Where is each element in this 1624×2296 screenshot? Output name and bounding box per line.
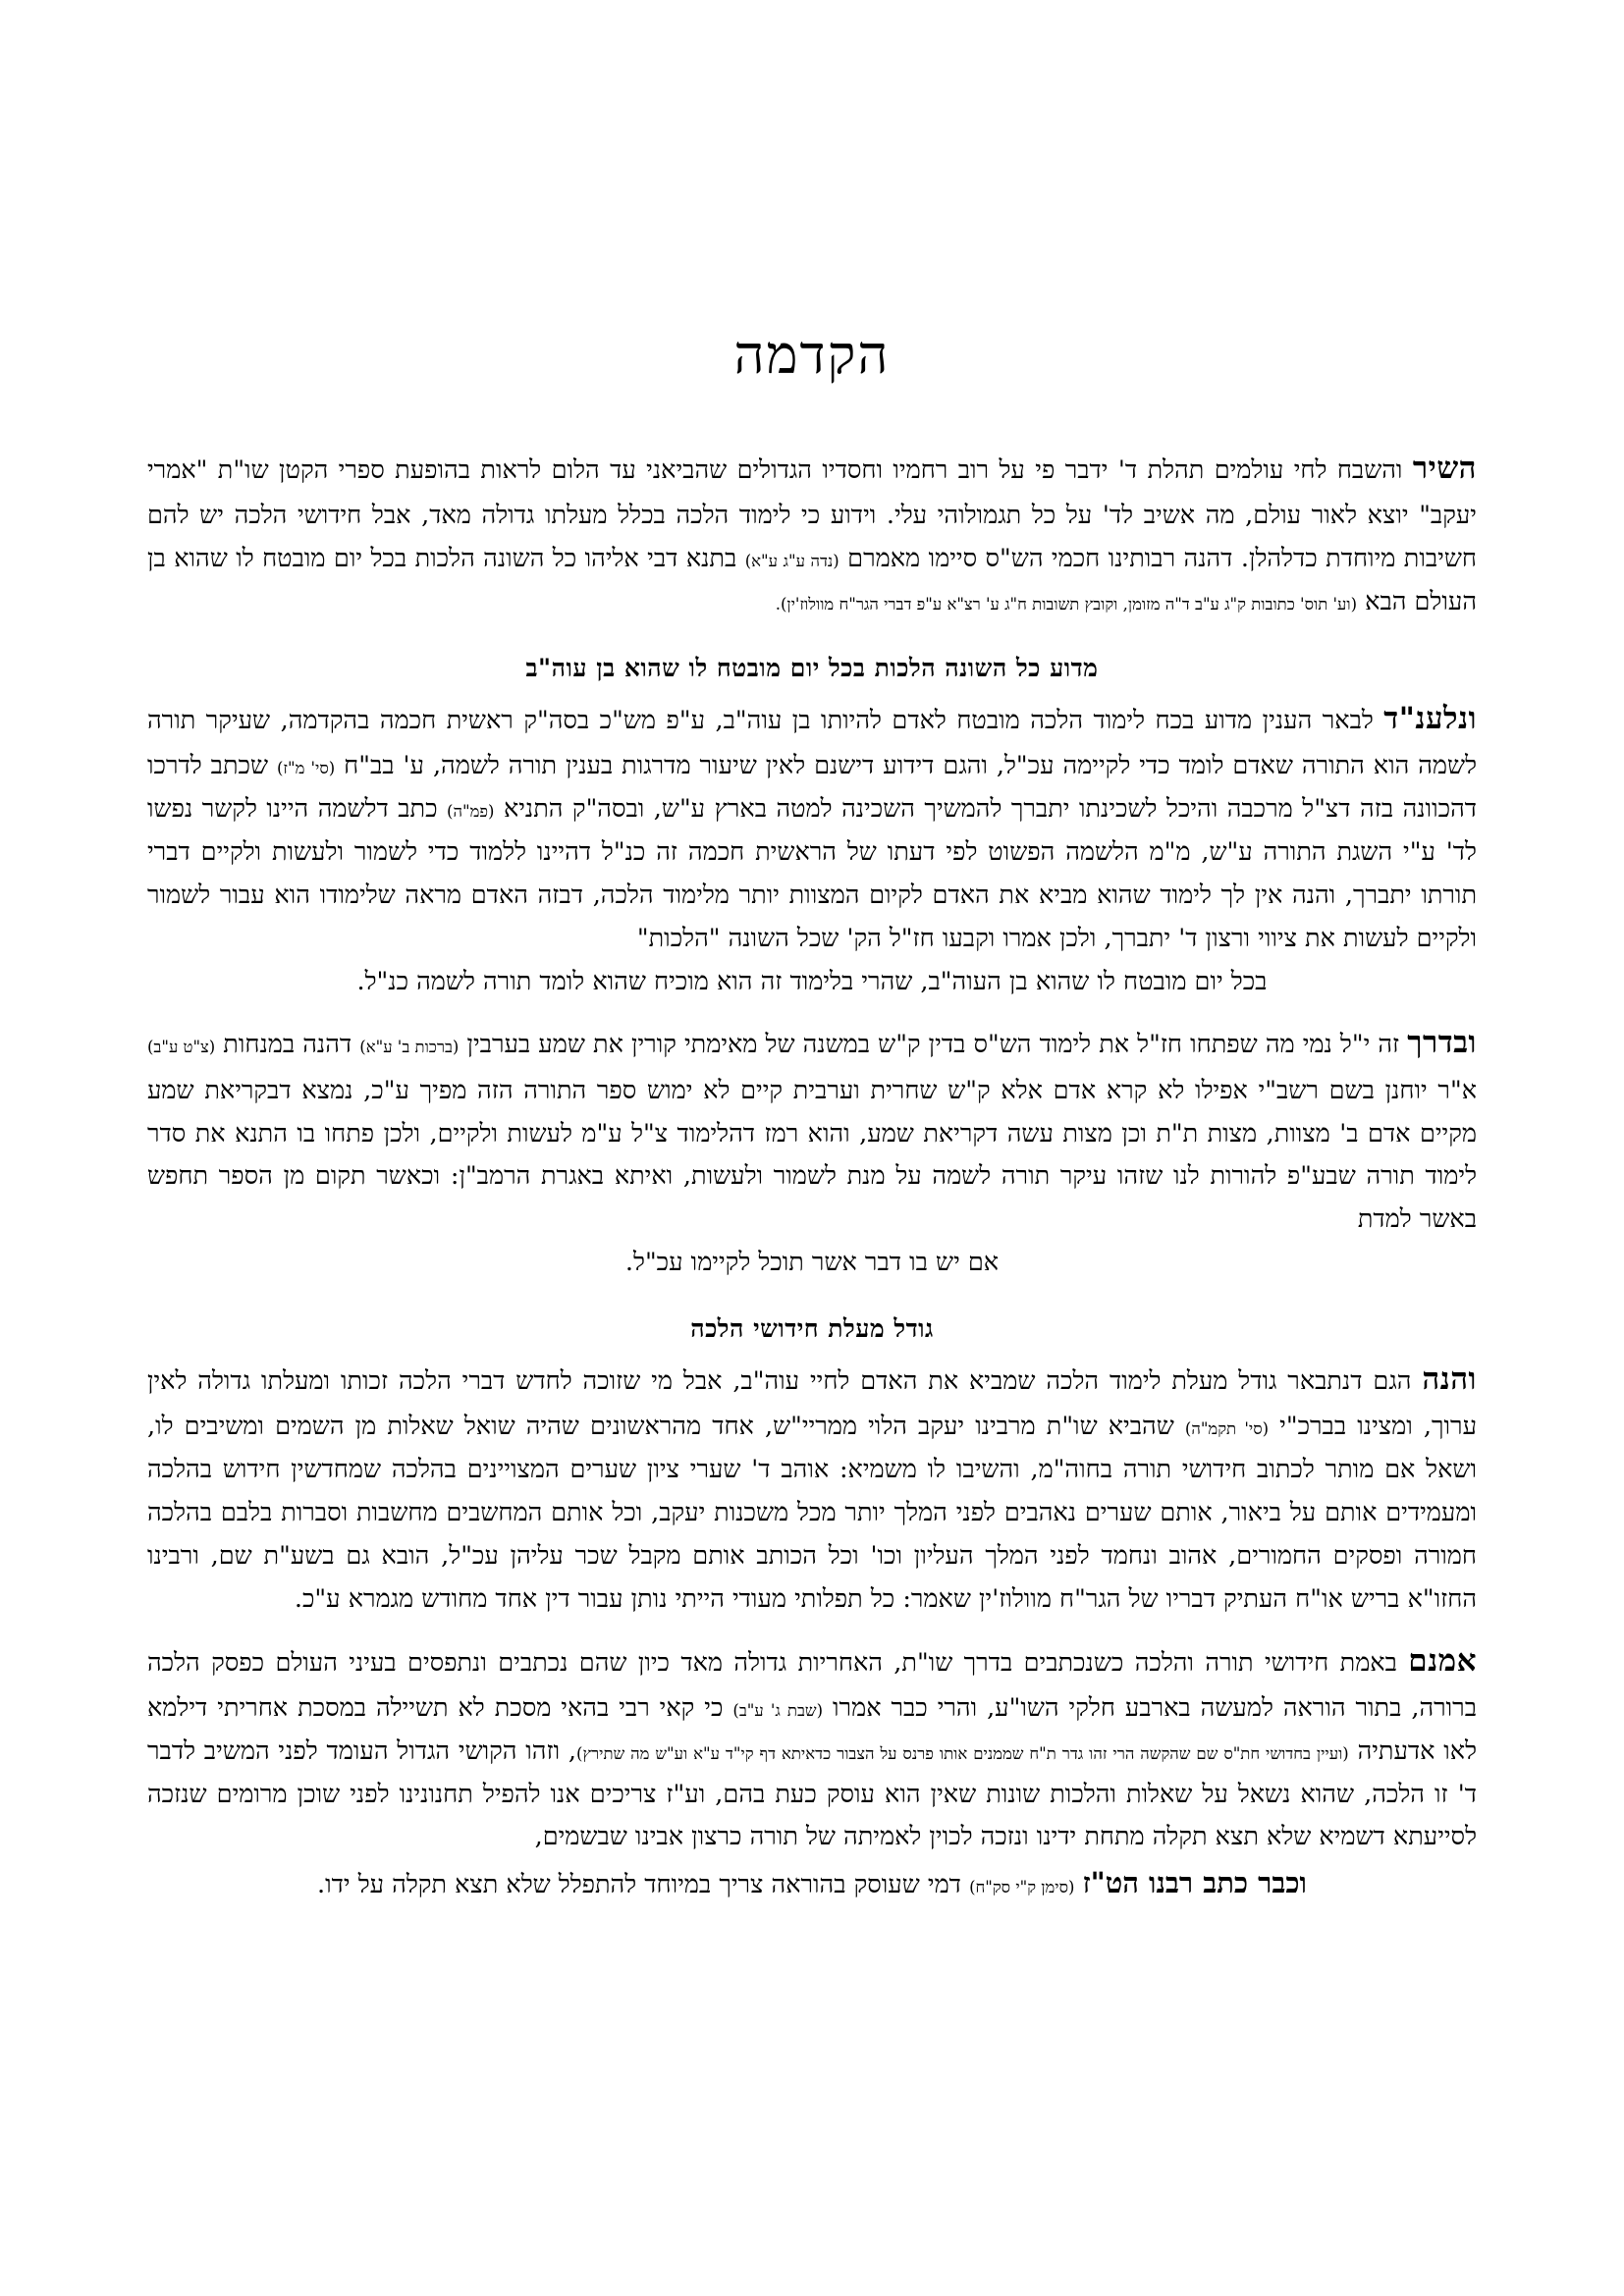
paragraph-uvderech (147, 1017, 1477, 1285)
paragraph-lead-word: אמנם (1408, 1642, 1477, 1679)
paragraph-body: לבאר הענין מדוע בכח לימוד הלכה מובטח לאדם להיותו בן עוה"ב, ע"פ מש"כ בסה"ק ראשית חכמה בהקדמה, שעיקר תורה לשמה הוא התורה שאדם לומד כדי לקיימה עכ"ל, והגם דידוע דישנם לאין שיעור מדרגות בענין תורה לשמה, ע' בב"ח (147, 705, 1478, 781)
section-heading-why-halachot: מדוע כל השונה הלכות בכל יום מובטח לו שהוא בן עוה"ב (525, 653, 1099, 682)
source-citation: (שבת ג' ע"ב) (732, 1700, 824, 1720)
paragraph-amnam (147, 1635, 1477, 1909)
paragraph-tail-lead: וכבר כתב רבנו הט"ז (1082, 1866, 1307, 1900)
paragraph-tail: בכל יום מובטח לו שהוא בן העוה"ב, שהרי בלימוד זה הוא מוכיח שהוא לומד תורה לשמה כנ"ל. (356, 966, 1268, 996)
paragraph-vehineh (147, 1354, 1477, 1622)
paragraph-body-cont: בתנא דבי אליהו כל השונה הלכות בכל יום מובטח לו שהוא בן העולם הבא (147, 544, 1477, 617)
source-citation-tail: (וע' תוס' כתובות ק"ג ע"ב ד"ה מזומן, וקובץ תשובות ח"ג ע' רצ"א ע"פ דברי הגר"ח מוולוז'ין). (775, 595, 1358, 614)
paragraph-body-cont-2: , וזהו הקושי הגדול העומד לפני המשיב לדבר ד' זו הלכה, שהוא נשאל על שאלות והלכות שונות שאין הוא עוסק כעת בהם, וע"ז צריכים אנו להפיל תחנונינו לפני שוכן מרומים שנזכה לסייעתא דשמיא שלא תצא תקלה מתחת ידינו ונזכה לכוין לאמיתה של תורה כרצון אבינו שבשמים, (147, 1735, 1477, 1852)
paragraph-tail: אם יש בו דבר אשר תוכל לקיימו עכ"ל. (624, 1248, 1000, 1278)
paragraph-opening (147, 443, 1477, 624)
paragraph-lead-word: ונלענ"ד (1383, 700, 1477, 736)
paragraph-lead-word: ובדרך (1407, 1025, 1477, 1061)
paragraph-body-cont-2: כתב דלשמה היינו לקשר נפשו לד' ע"י השגת התורה ע"ש, מ"מ הלשמה הפשוט לפי דעתו של הראשית חכמה זה כנ"ל דהיינו ללמוד כדי לשמור ולעשות ולקיים דברי תורתו יתברך, והנה אין לך לימוד שהוא מביא את האדם לקיום המצוות יותר מלימוד הלכה, דבזה האדם מראה שלימודו הוא עבור לשמור ולקיים לעשות את ציווי ורצון ד' יתברך, ולכן אמרו וקבעו חז"ל הק' שכל השונה "הלכות" (147, 794, 1477, 953)
paragraph-body: והשבח לחי עולמים תהלת ד' ידבר פי על רוב רחמיו וחסדיו הגדולים שהביאני עד הלום לראות בהופעת ספרי הקטן שו"ת "אמרי יעקב" יוצא לאור עולם, מה אשיב לד' על כל תגמולוהי עלי. וידוע כי לימוד הלכה בכלל מעלתו גדולה מאד, אבל חידושי הלכה יש להם חשיבות מיוחדת כדלהלן. דהנה רבותינו חכמי הש"ס סיימו מאמרם (147, 455, 1477, 574)
source-citation-2: (ועיין בחדושי חת"ס שם שהקשה הרי זהו גדר ת"ח שממנים אותו פרנס על הצבור כדאיתא דף קי"ד ע"א וע"ש מה שתירץ) (576, 1743, 1349, 1763)
paragraph-tail-block (147, 1859, 1477, 1908)
source-citation-2: (פמ"ה) (447, 802, 495, 822)
page-title: הקדמה (733, 324, 891, 386)
paragraph-tail: דמי שעוסק בהוראה צריך במיוחד להתפלל שלא תצא תקלה על ידו. (317, 1870, 961, 1900)
source-citation: (סי' תקמ"ה) (1184, 1419, 1270, 1439)
source-citation-tail: (סימן ק"י סק"ח) (969, 1878, 1075, 1897)
source-citation-2: (צ"ט ע"ב) (146, 1038, 216, 1057)
paragraph-body-cont-2: א"ר יוחנן בשם רשב"י אפילו לא קרא אדם אלא ק"ש שחרית וערבית קיים לא ימוש ספר התורה הזה מפיך ע"כ, נמצא דבקריאת שמע מקיים אדם ב' מצוות, מצות ת"ת וכן מצות עשה דקריאת שמע, והוא רמז דהלימוד צ"ל ע"מ לעשות ולקיים, ולכן פתחו בו התנא את סדר לימוד תורה שבע"פ להורות לנו שזהו עיקר תורה לשמה על מנת לשמור ולעשות, ואיתא באגרת הרמב"ן: וכאשר תקום מן הספר תחפש באשר למדת (147, 1075, 1477, 1235)
paragraph-body: באמת חידושי תורה והלכה כשנכתבים בדרך שו"ת, האחריות גדולה מאד כיון שהם נכתבים ונתפסים בעיני העולם כפסק הלכה ברורה, בתור הוראה למעשה בארבע חלקי השו"ע, והרי כבר אמרו (147, 1647, 1477, 1723)
paragraph-body-cont: כי קאי רבי בהאי מסכת לא תשיילה במסכת אחריתי דילמא לאו אדעתיה (147, 1692, 1478, 1766)
paragraph-body-cont: שכתב לדרכו דהכוונה בזה דצ"ל מרכבה והיכל לשכינתו יתברך להמשיך השכינה למטה בארץ ע"ש, ובסה"ק התניא (147, 751, 1477, 825)
source-citation: (נדה ע"ג ע"א) (744, 552, 839, 571)
paragraph-body-cont: שהביא שו"ת מרבינו יעקב הלוי ממריי"ש, אחד מהראשונים שהיה שואל שאלות מן השמים ומשיבים לו, ושאל אם מותר לכתוב חידושי תורה בחוה"מ, והשיבו לו משמיא: אוהב ד' שערי ציון שערים המצויינים בהלכה שמחדשין חידוש בהלכה ומעמידים אותם על ביאור, אותם שערים נאהבים לפני המלך יותר מכל משכנות יעקב, וכל אותם המחשבים מחשבות וסברות בלבם בהלכה חמורה ופסקים החמורים, אהוב ונחמד לפני המלך העליון וכו' וכל הכותב אותם מקבל שכר עליהן עכ"ל, הובא גם בשע"ת שם, ורבינו החזו"א בריש או"ח העתיק דבריו של הגר"ח מוולוז'ין שאמר: כל תפלותי מעודי הייתי נותן עבור דין אחד מחודש מגמרא ע"כ. (147, 1412, 1477, 1614)
paragraph-lead-word: השיר (1412, 451, 1478, 486)
paragraph-velaaned (147, 693, 1477, 1003)
paragraph-lead-word: והנה (1422, 1361, 1477, 1397)
section-heading-chidushei-halacha: גודל מעלת חידושי הלכה (690, 1313, 934, 1343)
paragraph-body: הגם דנתבאר גודל מעלת לימוד הלכה שמביא את האדם לחיי עוה"ב, אבל מי שזוכה לחדש דברי הלכה זכותו ומעלתו גדולה לאין ערוך, ומצינו בברכ"י (147, 1365, 1478, 1442)
source-citation: (סי' מ"ז) (277, 759, 336, 778)
source-citation: (ברכות ב' ע"א) (359, 1038, 460, 1057)
paragraph-body-cont: דהנה במנחות (223, 1030, 352, 1060)
page-content (147, 324, 1477, 1908)
paragraph-body: זה י"ל נמי מה שפתחו חז"ל את לימוד הש"ס בדין ק"ש במשנה של מאימתי קורין את שמע בערבין (466, 1030, 1400, 1060)
